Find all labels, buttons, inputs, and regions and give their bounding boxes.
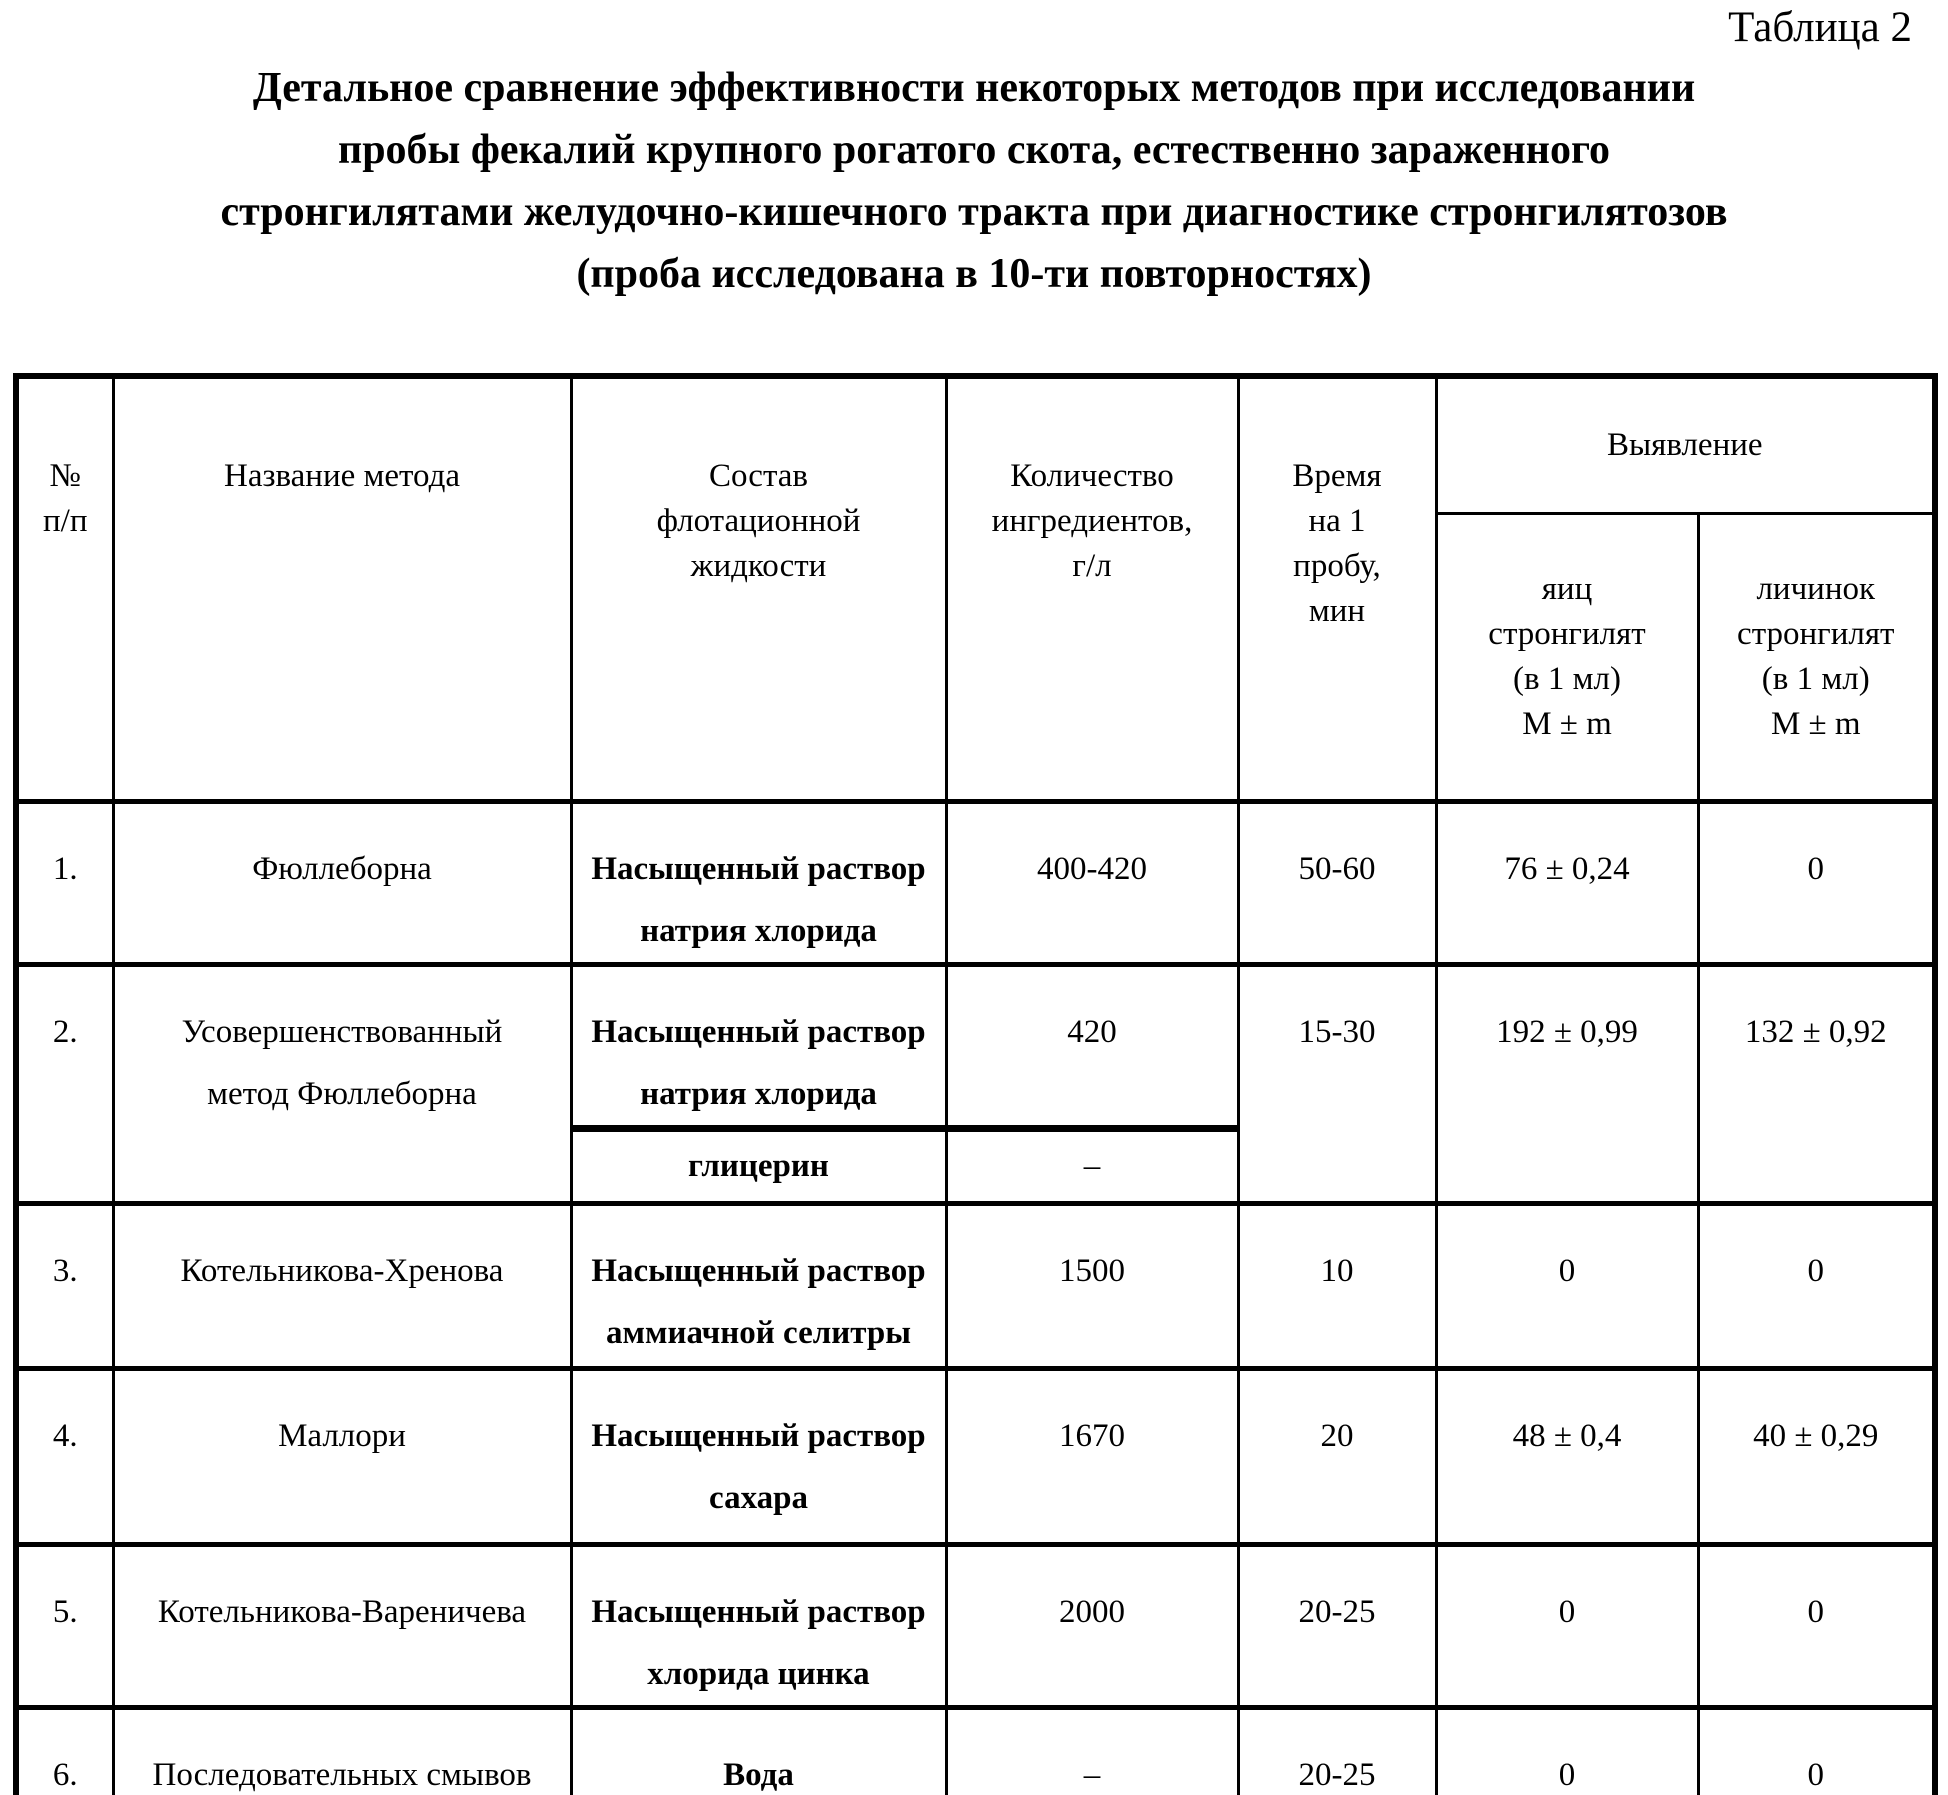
row-6-larvae: 0 bbox=[1698, 1707, 1935, 1795]
title-line-1: Детальное сравнение эффективности некоторых методов при исследовании bbox=[252, 65, 1696, 111]
row-3-method: Котельникова-Хренова bbox=[113, 1203, 571, 1368]
row-4-quantity: 1670 bbox=[946, 1368, 1238, 1544]
row-2-quantity: 420 bbox=[946, 964, 1238, 1128]
header-flotation-composition: Состав флотационной жидкости bbox=[571, 376, 946, 801]
row-6-composition: Вода bbox=[571, 1707, 946, 1795]
row-2-number: 2. bbox=[16, 964, 113, 1203]
table-row bbox=[16, 801, 1935, 964]
row-5-larvae: 0 bbox=[1698, 1544, 1935, 1707]
row-5-quantity: 2000 bbox=[946, 1544, 1238, 1707]
row-5-eggs: 0 bbox=[1436, 1544, 1698, 1707]
row-2-quantity-2: – bbox=[946, 1128, 1238, 1203]
row-1-number: 1. bbox=[16, 801, 113, 964]
row-3-time: 10 bbox=[1238, 1203, 1436, 1368]
row-6-eggs: 0 bbox=[1436, 1707, 1698, 1795]
row-2-method: Усовершенствованный метод Фюллеборна bbox=[113, 964, 571, 1203]
row-5-composition: Насыщенный раствор хлорида цинка bbox=[571, 1544, 946, 1707]
table-row bbox=[16, 964, 1935, 1128]
row-5-time: 20-25 bbox=[1238, 1544, 1436, 1707]
row-3-composition: Насыщенный раствор аммиачной селитры bbox=[571, 1203, 946, 1368]
row-1-time: 50-60 bbox=[1238, 801, 1436, 964]
row-3-eggs: 0 bbox=[1436, 1203, 1698, 1368]
row-1-method: Фюллеборна bbox=[113, 801, 571, 964]
row-4-larvae: 40 ± 0,29 bbox=[1698, 1368, 1935, 1544]
header-row-number: № п/п bbox=[16, 376, 113, 801]
row-1-larvae: 0 bbox=[1698, 801, 1935, 964]
row-4-composition: Насыщенный раствор сахара bbox=[571, 1368, 946, 1544]
row-4-method: Маллори bbox=[113, 1368, 571, 1544]
header-detection-eggs: яиц стронгилят (в 1 мл) M ± m bbox=[1436, 513, 1698, 801]
table-row bbox=[16, 1544, 1935, 1707]
row-2-larvae: 132 ± 0,92 bbox=[1698, 964, 1935, 1203]
row-3-number: 3. bbox=[16, 1203, 113, 1368]
row-4-eggs: 48 ± 0,4 bbox=[1436, 1368, 1698, 1544]
header-row-top bbox=[16, 376, 1935, 513]
row-2-composition: Насыщенный раствор натрия хлорида bbox=[571, 964, 946, 1128]
table-row bbox=[16, 1368, 1935, 1544]
row-6-number: 6. bbox=[16, 1707, 113, 1795]
title-line-3: стронгилятами желудочно-кишечного тракта при диагностике стронгилятозов bbox=[220, 189, 1728, 235]
header-detection: Выявление bbox=[1436, 376, 1935, 513]
header-ingredients-quantity: Количество ингредиентов, г/л bbox=[946, 376, 1238, 801]
row-5-number: 5. bbox=[16, 1544, 113, 1707]
table-row bbox=[16, 1707, 1935, 1795]
table-row bbox=[16, 1203, 1935, 1368]
row-6-method: Последовательных смывов bbox=[113, 1707, 571, 1795]
title-line-2: пробы фекалий крупного рогатого скота, естественно зараженного bbox=[338, 127, 1610, 173]
row-2-eggs: 192 ± 0,99 bbox=[1436, 964, 1698, 1203]
title-line-4: (проба исследована в 10-ти повторностях) bbox=[576, 251, 1372, 297]
row-1-quantity: 400-420 bbox=[946, 801, 1238, 964]
row-4-time: 20 bbox=[1238, 1368, 1436, 1544]
methods-comparison-table bbox=[13, 373, 1938, 1795]
row-4-number: 4. bbox=[16, 1368, 113, 1544]
row-6-time: 20-25 bbox=[1238, 1707, 1436, 1795]
row-6-quantity: – bbox=[946, 1707, 1238, 1795]
row-1-eggs: 76 ± 0,24 bbox=[1436, 801, 1698, 964]
row-1-composition: Насыщенный раствор натрия хлорида bbox=[571, 801, 946, 964]
header-time-per-sample: Время на 1 пробу, мин bbox=[1238, 376, 1436, 801]
row-3-quantity: 1500 bbox=[946, 1203, 1238, 1368]
table-number-caption: Таблица 2 bbox=[1728, 4, 1912, 51]
table-title bbox=[0, 57, 1948, 305]
row-3-larvae: 0 bbox=[1698, 1203, 1935, 1368]
header-method-name: Название метода bbox=[113, 376, 571, 801]
row-2-time: 15-30 bbox=[1238, 964, 1436, 1203]
header-detection-larvae: личинок стронгилят (в 1 мл) M ± m bbox=[1698, 513, 1935, 801]
row-2-composition-2: глицерин bbox=[571, 1128, 946, 1203]
row-5-method: Котельникова-Вареничева bbox=[113, 1544, 571, 1707]
